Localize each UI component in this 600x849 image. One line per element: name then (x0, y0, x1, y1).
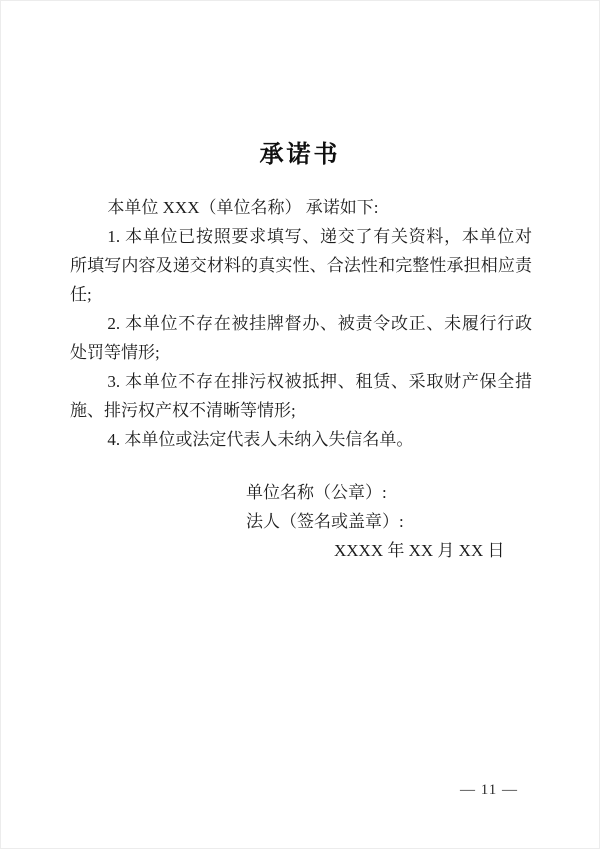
page-number: — 11 — (460, 782, 518, 798)
document-body (70, 193, 532, 454)
unit-name-seal-line: 单位名称（公章）: (246, 483, 387, 502)
commitment-item-4: 4. 本单位或法定代表人未纳入失信名单。 (107, 430, 414, 449)
document-title: 承诺书 (259, 142, 341, 168)
legal-person-signature-line: 法人（签名或盖章）: (246, 512, 404, 531)
commitment-item-2: 2. 本单位不存在被挂牌督办、被责令改正、未履行行政处罚等情形; (70, 314, 532, 362)
date-line: XXXX 年 XX 月 XX 日 (334, 541, 505, 560)
intro-paragraph: 本单位 XXX（单位名称） 承诺如下: (107, 198, 379, 217)
commitment-item-3: 3. 本单位不存在排污权被抵押、租赁、采取财产保全措施、排污权产权不清晰等情形; (70, 372, 532, 420)
signature-block (246, 478, 504, 565)
commitment-item-1: 1. 本单位已按照要求填写、递交了有关资料，本单位对所填写内容及递交材料的真实性、合法性和完整性承担相应责任; (70, 227, 532, 304)
